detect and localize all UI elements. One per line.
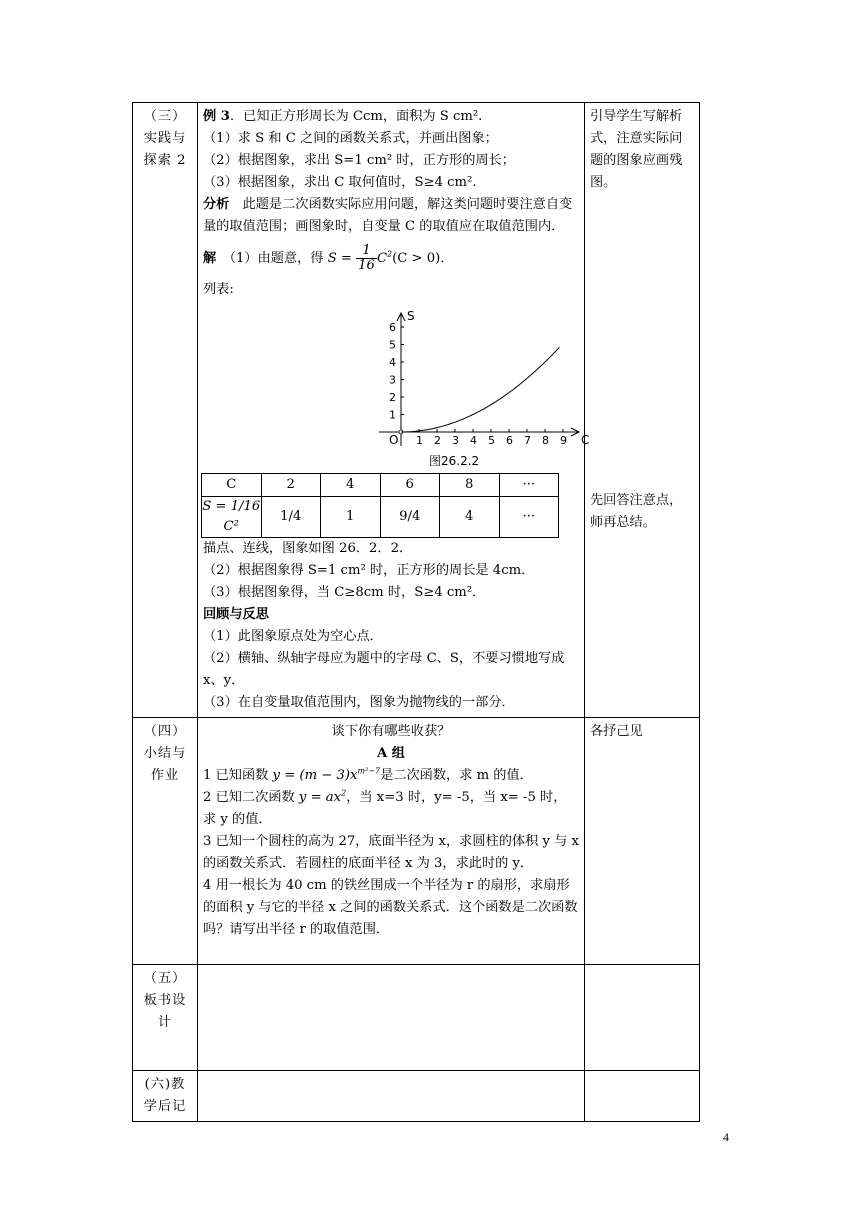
group-heading: A 组	[376, 746, 405, 761]
content-cell	[198, 718, 585, 965]
after-table-text: 描点、连线，图象如图 26．2．2．	[203, 541, 413, 556]
notes-cell	[585, 103, 700, 718]
x-tick-label: 6	[506, 434, 513, 447]
lesson-table	[132, 102, 700, 1122]
teacher-note-2: 先回答注意点，师再总结。	[590, 493, 683, 530]
x-tick-label: 8	[542, 434, 549, 447]
content-cell	[198, 1071, 585, 1122]
notes-cell	[585, 718, 700, 965]
value-cell: 9/4	[380, 497, 440, 538]
y-tick-label: 5	[389, 338, 396, 352]
x-tick-label: 2	[434, 434, 441, 447]
section-row	[133, 103, 700, 718]
graph-area	[203, 301, 590, 471]
value-cell: 4	[440, 497, 500, 538]
value-cell: ···	[499, 497, 559, 538]
review-3: （3）在自变量取值范围内，图象为抛物线的一部分．	[203, 695, 515, 710]
x-tick-label: 3	[452, 434, 459, 447]
value-cell: 1	[321, 497, 381, 538]
example-text: ．已知正方形周长为 Ccm，面积为 S cm².	[229, 109, 483, 124]
value-row-c	[202, 474, 559, 497]
value-cell: 2	[261, 474, 321, 497]
homework-2-pre: 2 已知二次函数	[203, 790, 295, 805]
value-row-s	[202, 497, 559, 538]
x-tick-label: 1	[416, 434, 423, 447]
answer-2: （2）根据图象得 S=1 cm² 时，正方形的周长是 4cm．	[203, 563, 535, 578]
y-tick-label: 6	[389, 321, 396, 334]
answer-3: （3）根据图象得，当 C≥8cm 时，S≥4 cm²．	[203, 585, 486, 600]
x-tick-label: 4	[470, 434, 477, 447]
homework-1-formula: $y = (m - 3)x^{m^2-7}$	[272, 766, 381, 783]
notes-cell	[585, 1071, 700, 1122]
x-tick-label: 7	[524, 434, 531, 447]
summary-lead: 谈下你有哪些收获？	[331, 724, 451, 739]
review-label: 回顾与反思	[203, 607, 269, 622]
figure-caption: 图26.2.2	[429, 454, 480, 468]
parabola-curve	[401, 347, 559, 432]
review-2: （2）横轴、纵轴字母应为题中的字母 C、S，不要习惯地写成 x、y．	[203, 651, 565, 688]
teacher-note-1: 引导学生写解析式，注意实际问题的图象应画残图。	[590, 109, 683, 190]
homework-2-post: ，当 x=3 时，y= -5，当 x= -5 时，求 y 的值．	[203, 790, 567, 827]
section-label: (六)教学后记	[133, 1071, 198, 1122]
value-cell: S = 1/16 C²	[202, 497, 262, 538]
value-cell: 6	[380, 474, 440, 497]
value-cell: 8	[440, 474, 500, 497]
section-row	[133, 965, 700, 1071]
y-tick-label: 4	[389, 356, 396, 369]
table-label: 列表:	[203, 282, 234, 297]
y-axis-label: S	[407, 309, 415, 323]
x-tick-label: 5	[488, 434, 495, 447]
section-label: （五）板书设计	[133, 965, 198, 1071]
homework-1-post: 是二次函数，求 m 的值．	[380, 768, 533, 783]
section-row	[133, 1071, 700, 1122]
homework-4: 4 用一根长为 40 cm 的铁丝围成一个半径为 r 的扇形，求扇形的面积 y 与它的半径 x 之间的函数关系式．这个函数是二次函数吗？请写出半径 r 的取值范围．	[203, 878, 578, 937]
origin-label: O	[389, 433, 399, 447]
value-table	[201, 473, 559, 538]
value-cell: C	[202, 474, 262, 497]
x-tick-label: 9	[560, 434, 567, 447]
teacher-note: 各抒己见	[590, 724, 643, 739]
section-label: （四）小结与作业	[133, 718, 198, 965]
content-cell	[198, 965, 585, 1071]
notes-cell	[585, 965, 700, 1071]
solution-label: 解	[203, 251, 217, 266]
formula-s: S = $\frac{1}{16}$ $C^2$	[327, 243, 393, 273]
content-cell	[198, 103, 590, 718]
page-number: 4	[723, 1130, 729, 1144]
y-tick-label: 1	[389, 408, 396, 422]
homework-2-formula: $y = ax^2$	[298, 788, 347, 805]
homework-1-pre: 1 已知函数	[203, 768, 269, 783]
question-1: （1）求 S 和 C 之间的函数关系式，并画出图象；	[203, 131, 498, 146]
question-2: （2）根据图象，求出 S=1 cm² 时，正方形的周长；	[203, 153, 515, 168]
solution-intro: （1）由题意，得	[216, 251, 324, 266]
y-tick-label: 2	[389, 391, 396, 404]
y-tick-group	[389, 321, 404, 422]
value-cell: 1/4	[261, 497, 321, 538]
section-row	[133, 718, 700, 965]
x-axis-label: C	[581, 433, 590, 447]
analysis-text: 此题是二次函数实际应用问题，解这类问题时要注意自变量的取值范围；画图象时，自变量 C 的取值应在取值范围内．	[203, 197, 573, 234]
homework-3: 3 已知一个圆柱的高为 27，底面半径为 x，求圆柱的体积 y 与 x 的函数关系式．若圆柱的底面半径 x 为 3，求此时的 y．	[203, 834, 579, 871]
formula-tail: (C > 0)．	[392, 251, 454, 266]
parabola-graph	[373, 301, 593, 471]
analysis-label: 分析	[203, 197, 230, 212]
review-1: （1）此图象原点处为空心点．	[203, 629, 383, 644]
value-cell: ···	[499, 474, 559, 497]
example-title: 例 3	[203, 109, 230, 124]
section-label: （三）实践与探索 2	[133, 103, 198, 718]
question-3: （3）根据图象，求出 C 取何值时，S≥4 cm².	[203, 175, 477, 190]
y-tick-label: 3	[389, 373, 396, 387]
value-cell: 4	[321, 474, 381, 497]
